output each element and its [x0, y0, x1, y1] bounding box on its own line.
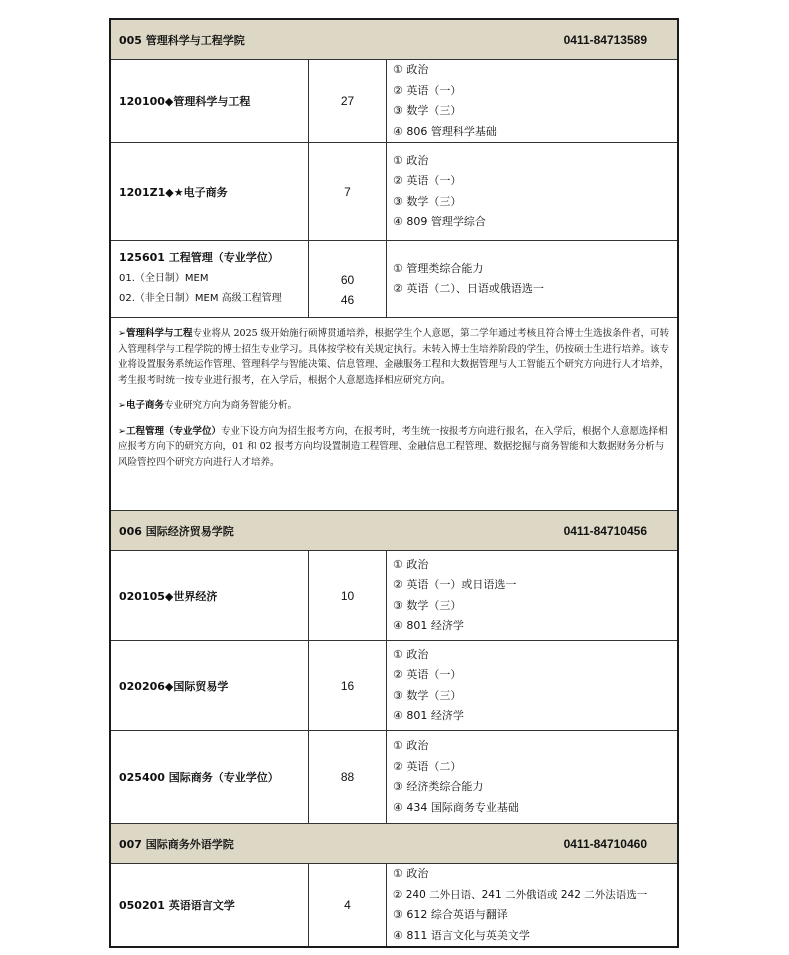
program-direction: 02.（非全日制）MEM 高级工程管理 [119, 293, 282, 304]
school-name: 005 管理科学与工程学院 [119, 33, 245, 47]
program-row [111, 551, 677, 641]
program-direction: 01.（全日制）MEM [119, 273, 209, 284]
exam-subject: ④ 801 经济学 [393, 619, 464, 632]
program-quota: 27 [309, 60, 387, 142]
exam-subject: ③ 数学（三） [393, 598, 462, 612]
exam-subject: ② 英语（一） [393, 668, 462, 681]
program-quota: 7 [309, 143, 387, 240]
program-row [111, 241, 677, 318]
school-phone: 0411-84710456 [563, 523, 647, 538]
exam-subject: ① 政治 [393, 557, 429, 571]
exam-subject: ① 政治 [393, 647, 429, 661]
program-row [111, 731, 677, 824]
program-quota: 88 [309, 731, 387, 823]
program-quota: 46 [340, 293, 355, 307]
exam-subject: ① 政治 [393, 739, 429, 752]
section-notes [111, 318, 677, 511]
program-name: 1201Z1◆★电子商务 [111, 143, 309, 240]
program-row [111, 143, 677, 241]
exam-subjects [387, 143, 677, 240]
program-name-cell [111, 241, 309, 317]
exam-subject: ④ 806 管理科学基础 [393, 124, 497, 138]
program-quota-cell [309, 241, 387, 317]
program-quota: 4 [309, 864, 387, 946]
note-paragraph [118, 424, 671, 471]
note-text: 专业将从 2025 级开始施行硕博贯通培养，根据学生个人意愿，第二学年通过考核且符合博士生选拔条件者，可转入管理科学与工程学院的博士招生专业学习。具体按学校有关规定执行。未转入博士生培养阶段的学生，仍按硕士生进行培养。该专业将设置服务系统运作管理、管理科学与智能决策、信息管理、金融服务工程和大数据管理与人工智能五个研究方向进行人才培养，考生报考时统一按专业进行报考，在入学后，根据个人意愿选择相应研究方向。 [118, 328, 670, 386]
program-row [111, 641, 677, 731]
exam-subjects [387, 60, 677, 142]
program-quota: 16 [309, 641, 387, 730]
school-header-005 [111, 20, 677, 60]
exam-subject: ② 英语（一） [393, 174, 462, 187]
exam-subject: ② 240 二外日语、241 二外俄语或 242 二外法语选一 [393, 888, 648, 901]
exam-subject: ③ 经济类综合能力 [393, 780, 484, 793]
program-row [111, 864, 677, 946]
program-quota: 10 [309, 551, 387, 640]
exam-subject: ③ 数学（三） [393, 194, 462, 208]
program-name: 120100◆管理科学与工程 [111, 60, 309, 142]
program-name: 050201 英语语言文学 [111, 864, 309, 946]
exam-subject: ④ 809 管理学综合 [393, 215, 486, 228]
exam-subject: ③ 612 综合英语与翻译 [393, 908, 508, 921]
note-paragraph [118, 326, 671, 388]
exam-subject: ④ 434 国际商务专业基础 [393, 800, 519, 814]
program-name: 020105◆世界经济 [111, 551, 309, 640]
exam-subjects [387, 641, 677, 730]
exam-subject: ① 管理类综合能力 [393, 261, 484, 275]
exam-subjects [387, 864, 677, 946]
exam-subject: ③ 数学（三） [393, 104, 462, 117]
exam-subject: ② 英语（二） [393, 759, 462, 773]
exam-subject: ① 政治 [393, 63, 429, 76]
school-header-007 [111, 824, 677, 864]
exam-subject: ② 英语（二）、日语或俄语选一 [393, 282, 544, 295]
exam-subject: ② 英语（一）或日语选一 [393, 578, 517, 591]
exam-subjects [387, 241, 677, 317]
note-text: 专业下设方向为招生报考方向，在报考时，考生统一按报考方向进行报名，在入学后，根据个人意愿选择相应报考方向下的研究方向，01 和 02 报考方向均设置制造工程管理、金融信息工程管理、数据挖掘与商务智能和大数据财务分析与风险管控四个研究方向进行人才培养。 [118, 425, 668, 468]
program-name: 125601 工程管理（专业学位） [119, 251, 279, 264]
exam-subject: ② 英语（一） [393, 83, 462, 97]
school-name: 007 国际商务外语学院 [119, 837, 234, 851]
exam-subjects [387, 731, 677, 823]
exam-subject: ④ 811 语言文化与英美文学 [393, 928, 530, 942]
note-lead: ➢工程管理（专业学位） [118, 425, 221, 437]
program-row [111, 60, 677, 143]
admissions-table [109, 18, 679, 948]
program-name: 020206◆国际贸易学 [111, 641, 309, 730]
exam-subject: ④ 801 经济学 [393, 709, 464, 722]
school-phone: 0411-84710460 [563, 836, 647, 851]
school-phone: 0411-84713589 [563, 32, 647, 47]
program-name: 025400 国际商务（专业学位） [111, 731, 309, 823]
exam-subject: ① 政治 [393, 153, 429, 167]
note-text: 专业研究方向为商务智能分析。 [163, 400, 297, 411]
school-name: 006 国际经济贸易学院 [119, 524, 234, 538]
program-quota: 60 [340, 273, 355, 287]
school-header-006 [111, 511, 677, 551]
exam-subject: ① 政治 [393, 867, 429, 880]
note-lead: ➢管理科学与工程 [118, 328, 193, 339]
note-paragraph [118, 398, 671, 414]
note-lead: ➢电子商务 [118, 400, 164, 411]
exam-subject: ③ 数学（三） [393, 688, 462, 702]
exam-subjects [387, 551, 677, 640]
